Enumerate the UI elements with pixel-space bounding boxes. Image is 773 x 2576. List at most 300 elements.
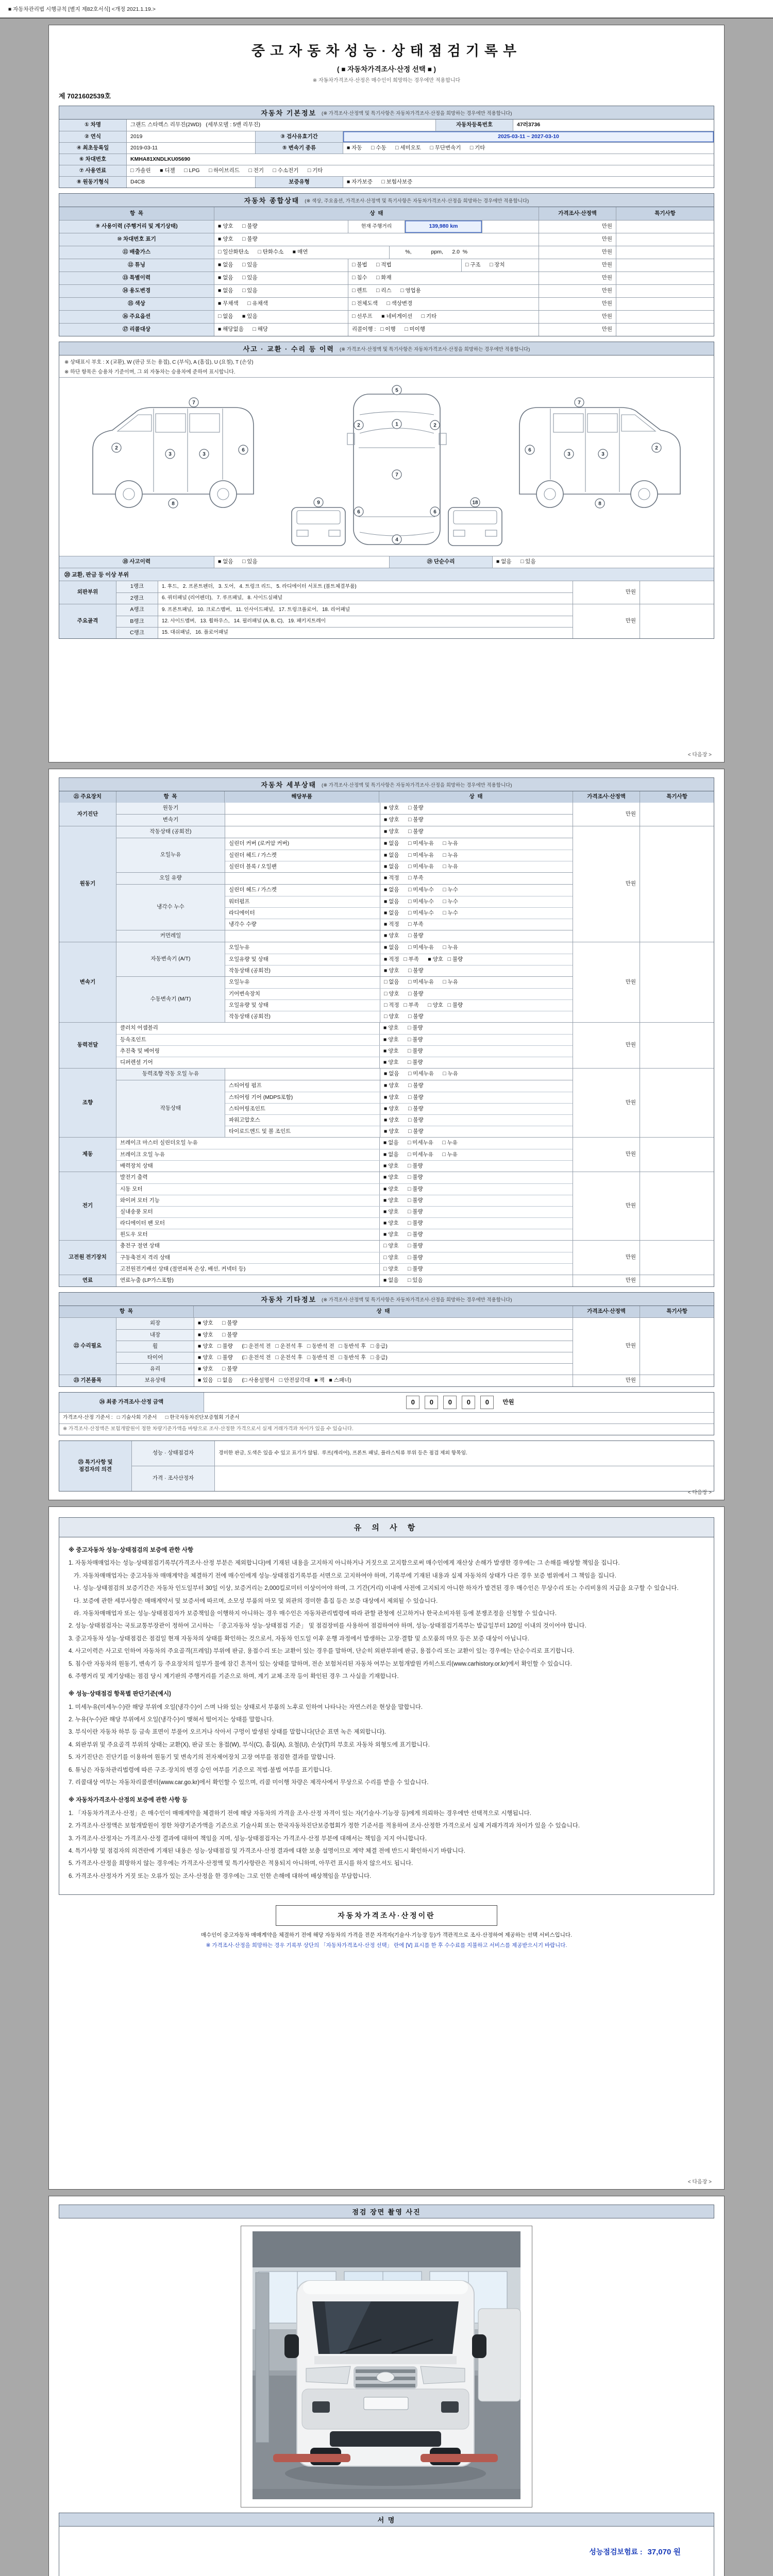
- note-cell: [640, 826, 714, 942]
- cell: [616, 259, 714, 272]
- detail-header-row: [59, 791, 714, 803]
- caution-section-head: ※ 중고자동차 성능·상태점검의 보증에 관한 사항: [69, 1547, 194, 1553]
- cell: □ 불법 □ 적법: [348, 259, 461, 272]
- cell: ■ 무채색 □ 유채색: [214, 298, 348, 310]
- cell: ■ 양호 □ 불량: [214, 233, 539, 246]
- overall-condition-table: [59, 207, 714, 336]
- rank-rows-outer: [116, 581, 573, 604]
- price-cell: 만원: [573, 1172, 640, 1240]
- table-row: [59, 791, 714, 803]
- section-accident-note: (※ 가격조사·산정액 및 특기사항은 자동차가격조사·산정을 희망하는 경우에만 적용합니다): [339, 346, 530, 352]
- cell: ■ 없음 □ 미세누유 □ 누유: [379, 1149, 573, 1160]
- cell: □ 양호 □ 불량: [380, 1011, 573, 1022]
- table-row: [59, 246, 714, 259]
- table-row: [59, 207, 714, 220]
- cell: 조향: [59, 1069, 116, 1137]
- cell: 자동변속기 (A/T): [116, 942, 225, 976]
- opinion-label: ㉕ 특기사항 및 점검자의 의견: [59, 1441, 131, 1491]
- cell: A랭크: [116, 604, 158, 616]
- section-misc-note: (※ 가격조사·산정액 및 특기사항은 자동차가격조사·산정을 희망하는 경우에만 적용합니다): [322, 1297, 512, 1303]
- caution-header: 유 의 사 항: [59, 1517, 714, 1537]
- final-price-label: ㉔ 최종 가격조사·산정 금액: [59, 1393, 204, 1412]
- cell: ⑭ 용도변경: [59, 285, 214, 297]
- caution-section-lines: [69, 1558, 704, 1681]
- insurance-fee: [589, 2546, 681, 2557]
- cell: ■ 없음 □ 있음: [214, 272, 348, 284]
- cell: 변속기: [59, 942, 116, 1022]
- cell: ■ 양호 □ 불량: [379, 1161, 573, 1172]
- cell: 만원: [539, 324, 616, 336]
- cell: 가격조사·산정액: [573, 791, 640, 803]
- basic-items-group: [59, 1375, 714, 1386]
- table-row: [116, 627, 573, 638]
- cell: 냉각수 누수: [116, 885, 225, 930]
- cell: 스티어링 펌프: [229, 1082, 262, 1089]
- price-cell: 만원: [573, 1375, 640, 1386]
- svg-text:2: 2: [433, 422, 436, 429]
- cell: 오일누유: [116, 838, 225, 872]
- device-group: [59, 1172, 714, 1240]
- cell: ⑪ 배출가스: [59, 246, 214, 259]
- section-detail-header: [59, 777, 714, 791]
- table-row: [225, 850, 573, 861]
- page-1: [48, 25, 725, 762]
- table-row: [116, 616, 573, 627]
- insurance-fee-value: 37,070 원: [647, 2548, 681, 2556]
- cell: □ 양호 □ 불량: [379, 1241, 573, 1252]
- cell: [616, 221, 714, 233]
- table-row: [116, 592, 573, 604]
- price-cell: 만원: [573, 1241, 640, 1275]
- table-row: [116, 1241, 573, 1252]
- cell: [616, 246, 714, 259]
- cell: [225, 815, 380, 826]
- device-group: [59, 1068, 714, 1137]
- svg-text:2: 2: [115, 445, 118, 451]
- cell: 작동상태 (공회전): [229, 1013, 271, 1020]
- next-page-label: < 다음장 >: [687, 2179, 712, 2185]
- form-code-text: ■ 자동차관리법 시행규칙 [별지 제82호서식] <개정 2021.1.19.>: [8, 6, 156, 12]
- table-row: [59, 220, 714, 233]
- notice-line: 가. 자동차매매업자는 중고자동차 매매계약을 체결하기 전에 매수인에게 성능·상태점검기록부를 서면으로 고지하여야 하며, 기록부에 기재된 내용과 실제 자동차의 상태가 다른 경우 보증 범위에서 그 책임을 집니다.: [69, 1572, 616, 1579]
- notice-line: 6. 튜닝은 자동차관리법령에 따른 구조·장치의 변경 승인 여부를 기준으로 적법·불법 여부를 표기합니다.: [69, 1767, 332, 1773]
- table-row: [132, 1466, 714, 1491]
- table-row: [59, 297, 714, 310]
- svg-text:4: 4: [395, 537, 398, 543]
- cell: 특기사항: [640, 791, 714, 803]
- cell: 항 목: [59, 207, 214, 220]
- price-basis-text: 가격조사·산정 기준서 : □ 기술사회 기준서 □ 한국자동차진단보증협회 기준서: [63, 1415, 240, 1421]
- caution-section-lines: [69, 1703, 704, 1788]
- table-row: [225, 896, 573, 907]
- table-row: [116, 1217, 573, 1229]
- cell: 구동축전지 격리 상태: [120, 1254, 171, 1261]
- cell: ■ 양호 □ 불량: [380, 803, 573, 814]
- svg-text:2: 2: [655, 445, 658, 451]
- cell: 유리: [116, 1364, 194, 1375]
- device-group: [59, 1137, 714, 1172]
- cell: 6. 쿼터패널 (리어펜더), 7. 루프패널, 8. 사이드실패널: [158, 593, 573, 604]
- inspection-photo-frame: [241, 2226, 532, 2507]
- cell: ■ 양호 □ 불량 (□ 운전석 전 □ 운전석 후 □ 동반석 전 □ 동반석 후 □ 응급): [194, 1352, 573, 1363]
- table-row: [225, 1103, 573, 1114]
- table-row: [225, 861, 573, 872]
- table-row: [116, 1045, 573, 1057]
- notice-line: 2. 누유(누수)란 해당 부위에서 오일(냉각수)이 맺혀서 떨어지는 상태를 말합니다.: [69, 1717, 274, 1723]
- notice-line: 2. 가격조사·산정액은 보험개발원이 정한 차량기준가액을 기준으로 기술사회 또는 한국자동차진단보증협회가 정한 기준서를 적용하여 조사·산정한 가격으로서 실제 거래가격과 차이가 있을 수 있습니다.: [69, 1823, 580, 1829]
- table-row: [59, 142, 714, 154]
- cell: 전기: [59, 1172, 116, 1240]
- cell: 등속조인트: [120, 1036, 146, 1043]
- cell: 상 태: [379, 791, 573, 803]
- cell: C랭크: [116, 628, 158, 638]
- svg-text:6: 6: [357, 509, 360, 515]
- section-basic-note: (※ 가격조사·산정액 및 특기사항은 자동차가격조사·산정을 희망하는 경우에만 적용합니다): [322, 110, 512, 116]
- cell: □ 렌트 □ 리스 □ 영업용: [348, 285, 539, 297]
- svg-text:5: 5: [395, 387, 398, 394]
- cell: [225, 1069, 380, 1080]
- cell: □ 전체도색 □ 색상변경: [348, 298, 539, 310]
- cell: ■ 없음 □ 미세누유 □ 누유: [380, 838, 573, 850]
- cell: 워터펌프: [229, 898, 250, 905]
- photo-section-title: 점검 장면 촬영 사진: [352, 2208, 421, 2216]
- cell: 경미한 판금, 도색은 있을 수 있고 표기가 않됨. 루프(캐리어), 프론트 패널, 플라스틱류 부위 등은 점검 제외 항목임.: [214, 1441, 714, 1466]
- table-row: [225, 999, 573, 1011]
- cell: ■ 양호 □ 불량: [380, 1126, 573, 1137]
- note-cell: [640, 942, 714, 1022]
- cell: 상 태: [214, 207, 539, 220]
- svg-text:7: 7: [192, 400, 195, 406]
- cell: [225, 826, 380, 838]
- note-cell: [640, 1138, 714, 1172]
- table-row: [132, 1441, 714, 1466]
- cell: ■ 양호 □ 불량 (□ 운전석 전 □ 운전석 후 □ 동반석 전 □ 동반석 후 □ 응급): [194, 1341, 573, 1352]
- cell: 커먼레일: [116, 930, 225, 942]
- cell: ⑥ 차대번호: [59, 154, 126, 165]
- cell: 타이로드엔드 및 볼 조인트: [229, 1128, 291, 1134]
- device-group: [59, 803, 714, 826]
- cell: [616, 285, 714, 297]
- cell: ■ 양호 □ 불량: [379, 1057, 573, 1068]
- cell: ■ 양호 □ 불량: [379, 1218, 573, 1229]
- opinion-block: [59, 1440, 714, 1492]
- cell: ■ 없음 □ 미세누유 □ 누유: [380, 861, 573, 872]
- cell: 기어변속장치: [229, 990, 260, 997]
- price-digit: 0: [443, 1396, 457, 1409]
- cell: 원동기: [59, 826, 116, 942]
- cell: ⑬ 특별이력: [59, 272, 214, 284]
- cell: ■ 양호 □ 불량: [379, 1046, 573, 1057]
- price-digit: 0: [480, 1396, 494, 1409]
- cell: 만원: [539, 259, 616, 272]
- sign-section-title: 서 명: [377, 2516, 396, 2524]
- basic-info-table: [59, 120, 714, 188]
- table-row: [225, 826, 573, 838]
- table-row: [225, 838, 573, 850]
- cell: ■ 양호 □ 불량: [379, 1184, 573, 1195]
- notice-line: 3. 부식이란 자동차 하부 등 금속 표면이 부풀어 오르거나 삭아서 구멍이 발생된 상태를 말합니다(단순 표면 녹은 제외합니다).: [69, 1729, 386, 1736]
- cell: ■ 없음 □ 있음: [214, 556, 389, 568]
- cell: ■ 양호 □ 불량: [380, 1115, 573, 1126]
- table-row: [59, 131, 714, 142]
- section-overall-header: [59, 193, 714, 207]
- table-row: [225, 873, 573, 884]
- cell: □ 가솔린 ■ 디젤 □ LPG □ 하이브리드 □ 전기 □ 수소전기 □ 기타: [126, 165, 714, 176]
- svg-text:3: 3: [169, 451, 172, 457]
- section-misc-title: 자동차 기타정보: [261, 1296, 317, 1303]
- notice-line: 다. 보증에 관한 세부사항은 매매계약서 및 보증서에 따르며, 소모성 부품의 마모 및 외관의 경미한 흠집 등은 보증 대상에서 제외될 수 있습니다.: [69, 1598, 438, 1604]
- cell: 연료: [59, 1275, 116, 1286]
- cell: 실린더 커버 (로커암 커버): [229, 840, 290, 847]
- section-detail-title: 자동차 세부상태: [261, 781, 317, 789]
- svg-text:18: 18: [472, 500, 478, 506]
- table-row: [225, 815, 573, 826]
- notice-line: 나. 성능·상태점검의 보증기간은 자동차 인도일부터 30일 이상, 보증거리는 2,000킬로미터 이상이어야 하며, 그 기간(거리) 이내에 사전에 고지되지 아니한 하자가 발견된 경우 매수인은 무상수리 또는 수리비용의 지급을 요구할 수 있습니다.: [69, 1585, 679, 1592]
- document-number: 제 7021602539호: [59, 92, 111, 100]
- note-cell: [640, 604, 714, 638]
- cell: ■ 적정 □ 부족: [380, 919, 573, 930]
- price-cell: 만원: [573, 1318, 640, 1375]
- price-cell: 만원: [573, 1069, 640, 1137]
- cell: 2019: [126, 131, 255, 142]
- notice-line: 4. 특기사항 및 점검자의 의견란에 기재된 내용은 성능·상태점검 및 가격조사·산정 결과에 대한 보충 설명이므로 계약 체결 전에 반드시 확인하시기 바랍니다.: [69, 1848, 465, 1854]
- cell: 제동: [59, 1138, 116, 1172]
- cell: 연료누출 (LP가스포함): [120, 1277, 174, 1284]
- rank-group-main-frame: [59, 604, 714, 638]
- cell: 배력장치 상태: [120, 1162, 153, 1169]
- cell: ■ 없음 □ 있음: [379, 1275, 573, 1286]
- cell: □ 없음 ■ 있음: [214, 311, 348, 323]
- cell: 항 목: [59, 1306, 193, 1317]
- table-row: [59, 284, 714, 297]
- next-page-label: < 다음장 >: [687, 1490, 712, 1496]
- cell: 냉각수 수량: [229, 921, 257, 927]
- price-info-line: 매수인이 중고자동차 매매계약을 체결하기 전에 해당 자동차의 가격을 전문 자격자(기술사·기능장 등)가 객관적으로 조사·산정하여 제공하는 선택 서비스입니다.: [201, 1932, 572, 1939]
- cell: 실내송풍 모터: [120, 1208, 153, 1215]
- svg-text:6: 6: [433, 509, 436, 515]
- table-row: [59, 556, 714, 568]
- notice-line: 5. 침수란 자동차의 원동기, 변속기 등 주요장치의 일부가 물에 잠긴 흔적이 있는 상태를 말하며, 전손 보험처리된 자동차 여부는 보험개발원 카히스토리(www.carhistory.or.kr)에서 확인할 수 있습니다.: [69, 1660, 572, 1667]
- table-row: [225, 942, 573, 954]
- cell: 만원: [539, 298, 616, 310]
- title-block: [59, 33, 714, 86]
- cell: ■ 해당없음 □ 해당: [214, 324, 348, 336]
- cell: ■ 자동 □ 수동 □ 세미오토 □ 무단변속기 □ 기타: [343, 143, 714, 154]
- table-row: [225, 1069, 573, 1080]
- price-unit-label: 만원: [502, 1399, 514, 1405]
- cell: D4CB: [126, 177, 255, 188]
- cell: ⑤ 변속기 종류: [255, 143, 343, 154]
- cell: 작동상태: [116, 1080, 225, 1137]
- price-cell: 만원: [573, 942, 640, 1022]
- cell: 작동상태 (공회전): [229, 967, 271, 974]
- table-row: [225, 1092, 573, 1103]
- cell: ■ 없음 □ 미세누유 □ 누유: [379, 1138, 573, 1149]
- cell: 47러3736: [513, 120, 714, 131]
- cell: 만원: [539, 285, 616, 297]
- cell: 와이퍼 모터 기능: [120, 1197, 160, 1204]
- price-cell: 만원: [573, 803, 640, 826]
- device-group: [59, 1022, 714, 1068]
- table-row: [225, 988, 573, 999]
- cell: ■ 없음 □ 미세누유 □ 누유: [380, 942, 573, 954]
- cell: 리콜이행 : □ 이행 □ 미이행: [348, 324, 539, 336]
- cell: 라디에이터: [229, 909, 255, 916]
- table-row: [116, 581, 573, 592]
- price-digit: 0: [406, 1396, 419, 1409]
- cell: 원동기: [116, 803, 225, 814]
- basic-items-label: ㉓ 기본품목: [59, 1375, 116, 1386]
- section-basic-header: [59, 106, 714, 120]
- misc-info-table: [59, 1306, 714, 1387]
- note-cell: [640, 1275, 714, 1286]
- document-title: 중고자동차성능·상태점검기록부: [251, 43, 522, 59]
- table-row: [116, 1263, 573, 1275]
- cell: 1. 후드, 2. 프론트펜더, 3. 도어, 4. 트렁크 리드, 5. 라디에이터 서포트 (볼트체결부품): [158, 581, 573, 592]
- cell: 작동상태 (공회전): [116, 826, 225, 838]
- page-4: [48, 2196, 725, 2576]
- table-row: [225, 1126, 573, 1137]
- cell: 2랭크: [116, 593, 158, 604]
- svg-text:3: 3: [601, 451, 604, 457]
- price-cell: 만원: [573, 1275, 640, 1286]
- cell: □ 구조 □ 장치: [461, 259, 539, 272]
- table-row: [225, 977, 573, 988]
- notice-line: 6. 주행거리 및 계기상태는 점검 당시 계기판의 주행거리를 기준으로 하며, 계기 교체·조작 등이 확인된 경우 그 사실을 기재합니다.: [69, 1673, 399, 1680]
- note-cell: [640, 1023, 714, 1068]
- table-row: [116, 1252, 573, 1263]
- cell: ⑱ 사고이력: [59, 556, 214, 568]
- opinion-group: [59, 1441, 714, 1491]
- document-number-row: [59, 91, 714, 100]
- svg-text:8: 8: [598, 501, 601, 507]
- table-row: [116, 1318, 573, 1329]
- cell: 오일유량 및 상태: [229, 1002, 268, 1008]
- cell: ■ 양호 □ 불량: [380, 930, 573, 942]
- svg-text:8: 8: [172, 501, 175, 507]
- section-accident-title: 사고 · 교환 · 수리 등 이력: [243, 345, 334, 353]
- cell: 가격조사·산정액: [539, 207, 616, 220]
- detail-groups: [59, 803, 714, 1286]
- cell: ⑲ 단순수리: [389, 556, 492, 568]
- cell: 항 목: [116, 791, 224, 803]
- cell: 동력조향 작동 오일 누유: [116, 1069, 225, 1080]
- section-overall-note: (※ 색상, 주요옵션, 가격조사·산정액 및 특기사항은 자동차가격조사·산정을 희망하는 경우에만 적용합니다): [305, 198, 529, 204]
- cell: 15. 대쉬패널, 16. 플로어패널: [158, 628, 573, 638]
- table-row: [225, 954, 573, 965]
- cell: □ 선루프 ■ 네비게이션 □ 기타: [348, 311, 539, 323]
- cell: ■ 없음 □ 미세누수 □ 누수: [380, 896, 573, 907]
- basic-items-rows: [116, 1375, 573, 1386]
- table-row: [225, 930, 573, 942]
- table-row: [116, 1363, 573, 1375]
- cell: 동력전달: [59, 1023, 116, 1068]
- svg-text:3: 3: [567, 451, 570, 457]
- vehicle-rear-outline: [448, 507, 502, 546]
- cell: ■ 양호 □ 불량: [379, 1172, 573, 1183]
- cell: 가격조사·산정액: [573, 1306, 640, 1317]
- table-row: [116, 1138, 573, 1149]
- svg-text:2: 2: [357, 422, 360, 429]
- insurance-fee-label: 성능점검보험료 :: [589, 2548, 643, 2556]
- cell: ■ 없음 □ 미세누유 □ 누유: [380, 1069, 573, 1080]
- cell: ㉑ 주요장치: [59, 791, 116, 803]
- cell: 고전원전기배선 상태 (절연피복 손상, 배선, 커넥터 등): [120, 1265, 246, 1272]
- price-cell: 만원: [573, 604, 640, 638]
- notice-line: 5. 가격조사·산정을 희망하지 않는 경우에는 가격조사·산정액 및 특기사항란은 적용되지 아니하며, 아무런 표시를 하지 않으셔도 됩니다.: [69, 1860, 413, 1867]
- cell: 내장: [116, 1330, 194, 1341]
- cell: ① 차명: [59, 120, 126, 131]
- cell: 오일누유: [229, 979, 250, 986]
- price-digit: 0: [462, 1396, 475, 1409]
- caution-body: [59, 1537, 714, 1895]
- cell: 특기사항: [616, 207, 714, 220]
- cell: 특기사항: [640, 1306, 714, 1317]
- cell: ⑮ 색상: [59, 298, 214, 310]
- vehicle-diagram-area: [59, 377, 714, 556]
- svg-text:6: 6: [242, 447, 245, 453]
- table-row: [225, 907, 573, 919]
- note-cell: [640, 1069, 714, 1137]
- cell: ■ 양호 □ 불량: [379, 1023, 573, 1034]
- price-info-line-accent: ※ 가격조사·산정을 희망하는 경우 기록부 상단의 「자동차가격조사·산정 선택」 란에 [Ⅴ] 표시를 한 후 수수료를 지불하고 서비스를 제공받으시기 바랍니다.: [206, 1942, 567, 1949]
- cell: 2019-03-11: [126, 143, 255, 154]
- cell: 오일 유량: [116, 873, 225, 884]
- notice-line: 4. 외판부위 및 주요골격 부위의 상태는 교환(X), 판금 또는 용접(W), 부식(C), 흠집(A), 요철(U), 손상(T)의 부호로 자동차 외형도에 표기합니다.: [69, 1741, 430, 1748]
- cell: [225, 873, 380, 884]
- repair-rows: [116, 1318, 573, 1375]
- cell: ■ 적정 □ 부족: [380, 873, 573, 884]
- price-cell: 만원: [573, 581, 640, 604]
- svg-text:1: 1: [395, 421, 398, 428]
- cell: [482, 221, 539, 233]
- vehicle-front-outline: [292, 507, 345, 546]
- table-row: [116, 1057, 573, 1068]
- cell: 자동차등록번호: [435, 120, 513, 131]
- rank-group-label: 외판부위: [59, 581, 116, 604]
- table-row: [59, 154, 714, 165]
- table-row: [59, 310, 714, 323]
- cell: 오일누유: [229, 944, 250, 951]
- cell: [616, 233, 714, 246]
- cell: 2025-03-11 ~ 2027-03-10: [343, 131, 714, 142]
- cell: 12. 사이드멤버, 13. 휠하우스, 14. 필러패널 (A, B, C), 19. 패키지트레이: [158, 616, 573, 627]
- cell: □ 적정 □ 부족 □ 양호 □ 불량: [380, 1000, 573, 1011]
- cell: 실린더 블록 / 오일팬: [229, 863, 277, 870]
- notice-line: 1. 미세누유(미세누수)란 해당 부위에 오일(냉각수)이 스며 나와 있는 상태로서 부품의 노후로 인하여 나타나는 자연스러운 현상을 말합니다.: [69, 1704, 423, 1710]
- table-row: [116, 1160, 573, 1172]
- svg-text:7: 7: [395, 472, 398, 478]
- table-row: [225, 965, 573, 976]
- table-row: [116, 1229, 573, 1240]
- table-row: [59, 323, 714, 336]
- repair-needed-group: [59, 1317, 714, 1375]
- cell: ■ 양호 □ 불량: [380, 965, 573, 976]
- cell: [214, 1466, 714, 1491]
- table-row: [116, 1172, 573, 1183]
- notice-line: 2. 성능·상태점검자는 국토교통부장관이 정하여 고시하는 「중고자동차 성능·상태점검 기준」 및 점검장비를 사용하여 점검하여야 하며, 성능·상태점검기록부는 발급일부터 120일 이내의 것이어야 합니다.: [69, 1623, 586, 1630]
- form-code-strip: [0, 0, 773, 19]
- cell: 시동 모터: [120, 1185, 143, 1192]
- cell: 수동변속기 (M/T): [116, 977, 225, 1022]
- svg-text:7: 7: [578, 400, 581, 406]
- note-cell: [640, 1241, 714, 1275]
- table-row: [116, 1375, 573, 1386]
- cell: □ 침수 □ 화재: [348, 272, 539, 284]
- table-row: [116, 1183, 573, 1195]
- cell: 변속기: [116, 815, 225, 826]
- svg-text:6: 6: [528, 447, 531, 453]
